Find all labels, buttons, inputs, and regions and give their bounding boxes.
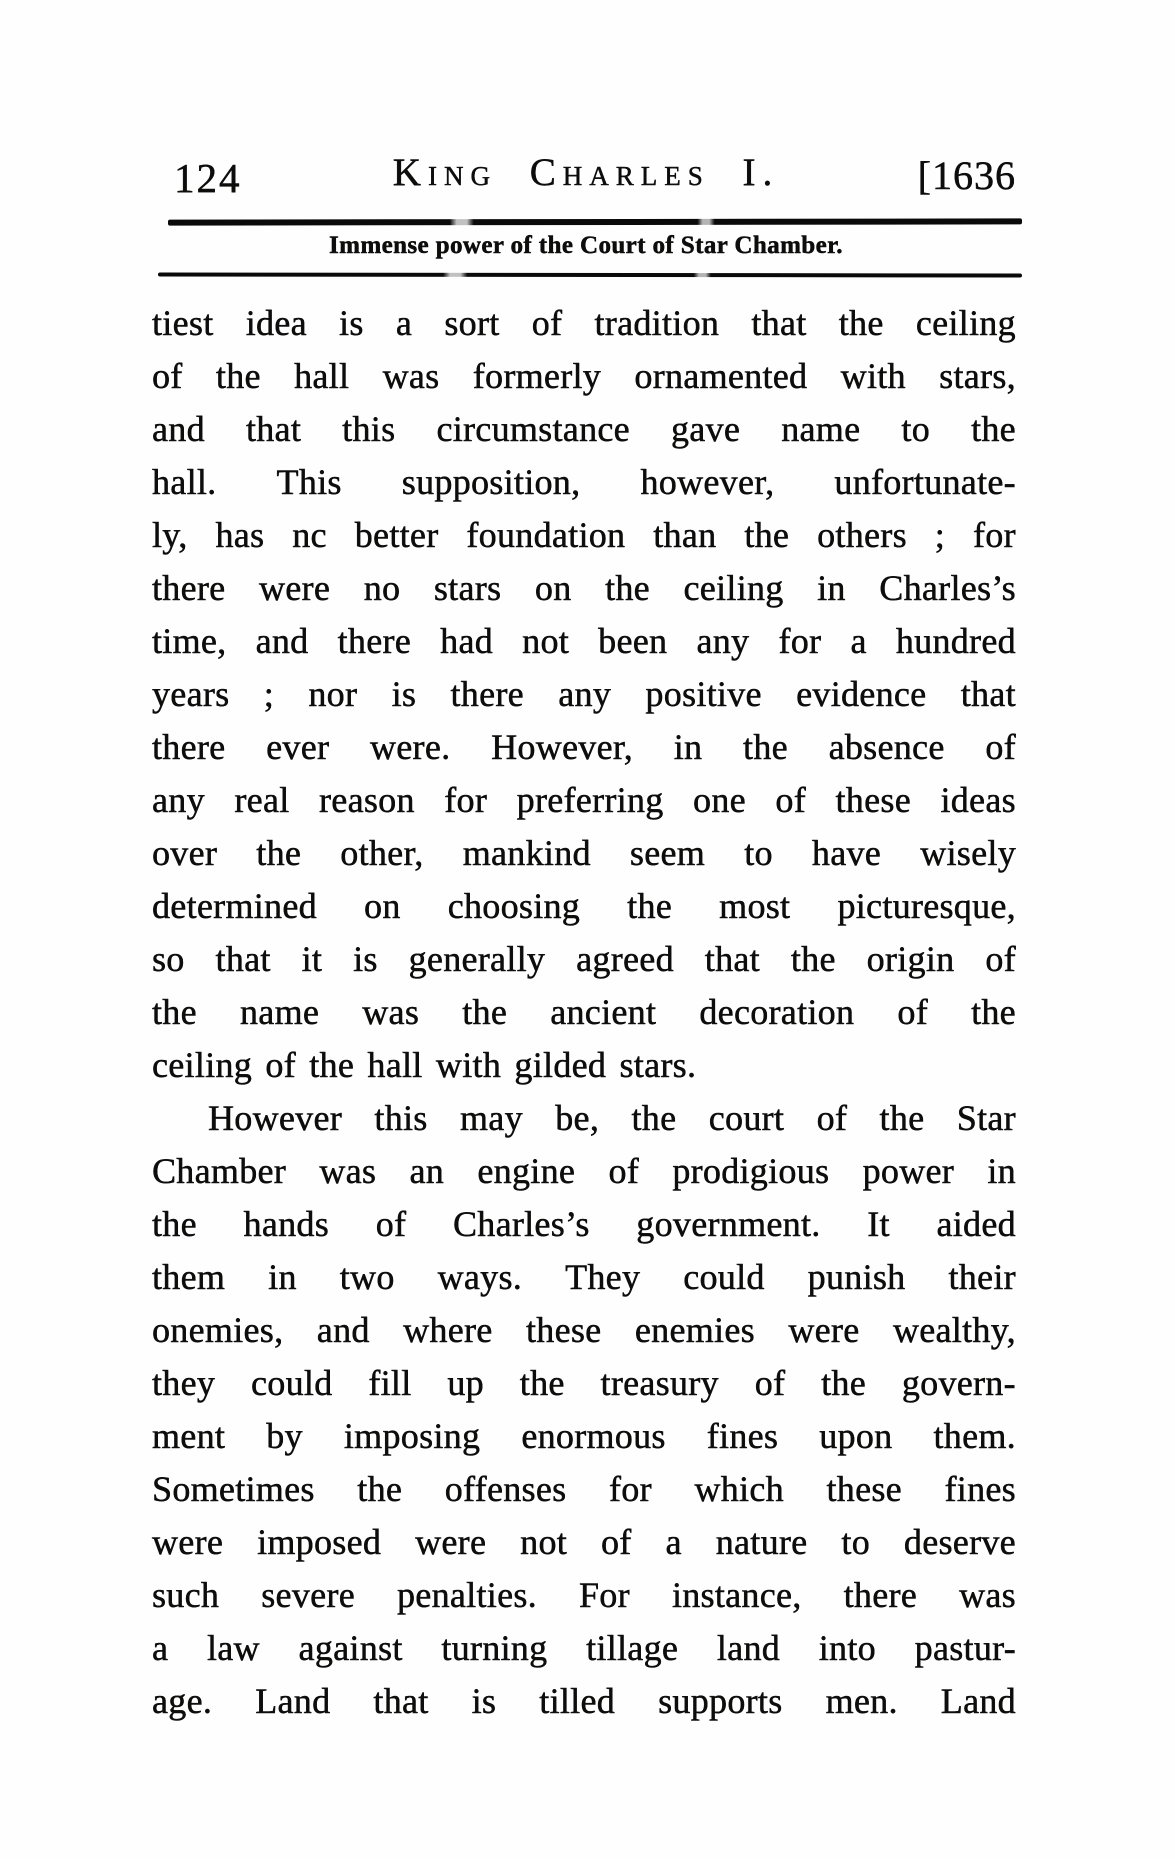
header-rule-top (168, 218, 1022, 225)
text-line: such severe penalties. For instance, there was (152, 1575, 1016, 1615)
text-line: there ever were. However, in the absence of (152, 727, 1016, 767)
year-marker: [1636 (917, 153, 1016, 198)
text-line: the hands of Charles’s government. It aided (152, 1204, 1016, 1244)
text-line: there were no stars on the ceiling in Charles’s (152, 568, 1016, 608)
text-line: them in two ways. They could punish their (152, 1257, 1016, 1297)
text-line: tiest idea is a sort of tradition that the ceiling (152, 303, 1016, 343)
text-line: over the other, mankind seem to have wisely (152, 833, 1016, 873)
text-line: of the hall was formerly ornamented with stars, (152, 356, 1016, 396)
text-line: they could fill up the treasury of the govern- (152, 1363, 1016, 1403)
text-line: age. Land that is tilled supports men. Land (152, 1681, 1016, 1721)
page-header (150, 150, 1022, 202)
section-heading: Immense power of the Court of Star Chamber. (329, 232, 843, 259)
page-number: 124 (174, 155, 242, 201)
text-line: years ; nor is there any positive evidence that (152, 674, 1016, 714)
text-line: a law against turning tillage land into pastur- (152, 1628, 1016, 1668)
text-line: hall. This supposition, however, unfortunate- (152, 462, 1016, 502)
body-text (152, 297, 1016, 1728)
header-rule-bottom (158, 273, 1022, 278)
running-title: King Charles I. (392, 151, 780, 194)
text-line: Chamber was an engine of prodigious power in (152, 1151, 1016, 1191)
text-line: ment by imposing enormous fines upon them. (152, 1416, 1016, 1456)
text-line: and that this circumstance gave name to the (152, 409, 1016, 449)
text-line: determined on choosing the most picturesque, (152, 886, 1016, 926)
text-line: time, and there had not been any for a hundred (152, 621, 1016, 661)
text-line: so that it is generally agreed that the origin of (152, 939, 1016, 979)
text-line: any real reason for preferring one of these ideas (152, 780, 1016, 820)
text-line: the name was the ancient decoration of the (152, 992, 1016, 1032)
text-line: were imposed were not of a nature to deserve (152, 1522, 1016, 1562)
text-line: onemies, and where these enemies were wealthy, (152, 1310, 1016, 1350)
text-line: ceiling of the hall with gilded stars. (152, 1045, 697, 1085)
text-line: ly, has nc better foundation than the others ; for (152, 515, 1016, 555)
text-line: Sometimes the offenses for which these fines (152, 1469, 1016, 1509)
text-line: However this may be, the court of the Star (208, 1098, 1016, 1138)
